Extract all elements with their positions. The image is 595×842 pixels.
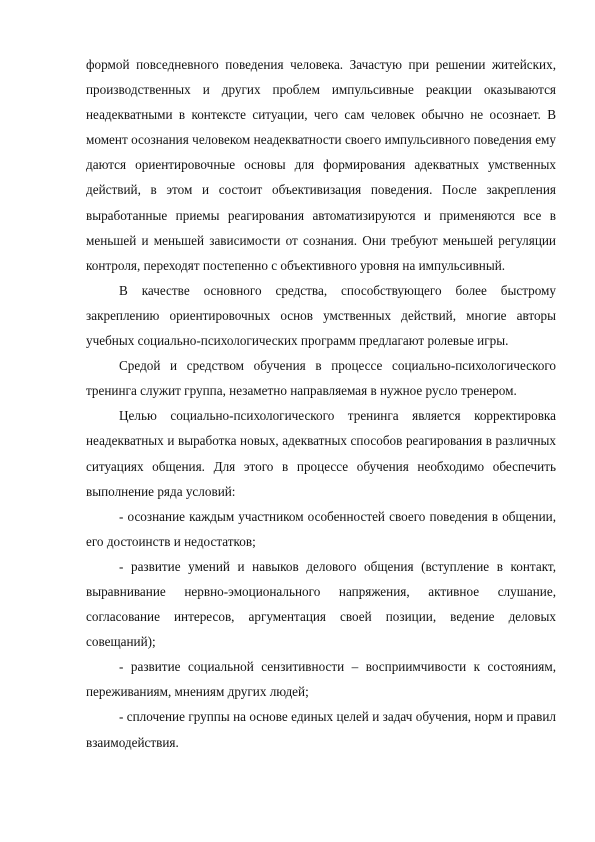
- list-item: - развитие социальной сензитивности – восприимчивости к состояниям, переживаниям, мнениям других людей;: [86, 659, 556, 700]
- paragraph-training-group: Средой и средством обучения в процессе социально-психологического тренинга служит группа, незаметно направляемая в нужное русло тренером.: [86, 358, 556, 399]
- paragraph-training-goal: Целью социально-психологического тренинга является корректировка неадекватных и выработка новых, адекватных способов реагирования в различных ситуациях общения. Для этого в процессе обучения необходимо обеспечить выполнение ряда условий:: [86, 408, 556, 499]
- list-item: - развитие умений и навыков делового общения (вступление в контакт, выравнивание нервно-эмоционального напряжения, активное слушание, согласование интересов, аргументация своей позиции, ведение деловых совещаний);: [86, 558, 556, 650]
- list-item: - осознание каждым участником особенностей своего поведения в общении, его достоинств и недостатков;: [86, 508, 556, 549]
- paragraph-role-games: В качестве основного средства, способствующего более быстрому закреплению ориентировочных основ умственных действий, многие авторы учебных социально-психологических программ предлагают ролевые игры.: [86, 282, 556, 349]
- list-item: - сплочение группы на основе единых целей и задач обучения, норм и правил взаимодействия.: [86, 709, 556, 750]
- paragraph-continuation: формой повседневного поведения человека. Зачастую при решении житейских, производственных и других проблем импульсивные реакции оказываются неадекватными в контексте ситуации, чего сам человек обычно не осознает. В момент осознания человеком неадекватности своего импульсивного поведения ему даются ориентировочные основы для формирования адекватных умственных действий, в этом и состоит объективизация поведения. После закрепления выработанные приемы реагирования автоматизируются и применяются все в меньшей и меньшей зависимости от сознания. Они требуют меньшей регуляции контроля, переходят постепенно с объективного уровня на импульсивный.: [86, 57, 556, 273]
- document-text-body: [86, 52, 556, 755]
